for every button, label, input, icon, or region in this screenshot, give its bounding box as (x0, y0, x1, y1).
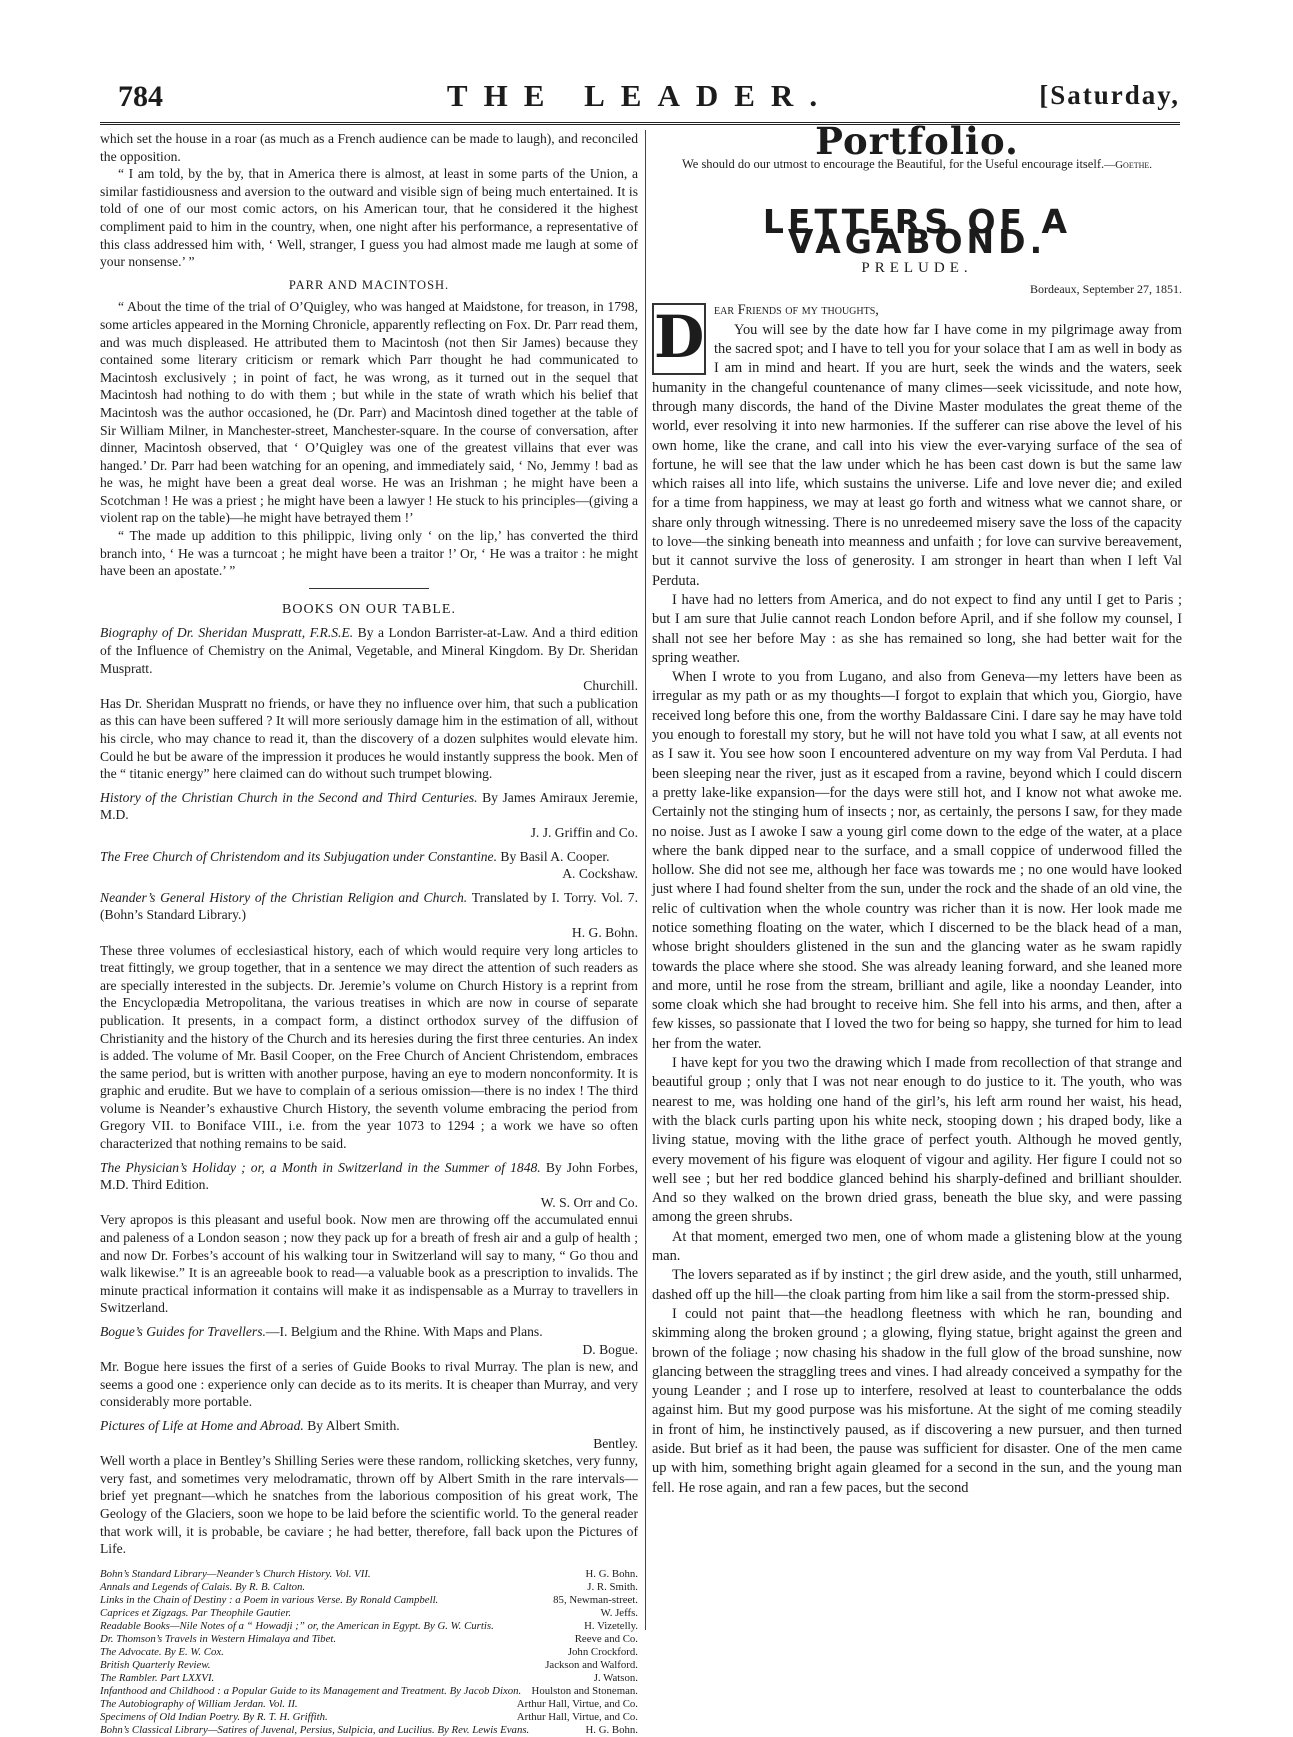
opening (652, 301, 1182, 590)
received-title: Infanthood and Childhood : a Popular Guide to its Management and Treatment. By Jacob Dixon. (100, 1684, 522, 1697)
book-title: The Physician’s Holiday ; or, a Month in Switzerland in the Summer of 1848. (100, 1159, 541, 1175)
book-title: Pictures of Life at Home and Abroad. (100, 1417, 304, 1433)
column-divider (645, 130, 646, 1630)
paragraph: “ The made up addition to this philippic, living only ‘ on the lip,’ has converted the third branch into, ‘ He was a turncoat ; he might have been a traitor !’ Or, ‘ He was a traitor : he might have been an apostate.’ ” (100, 528, 638, 579)
book-details: —I. Belgium and the Rhine. With Maps and Plans. (265, 1324, 543, 1339)
book-details: By James Amiraux Jeremie, M.D. (100, 789, 638, 823)
paragraph: “ About the time of the trial of O’Quigley, who was hanged at Maidstone, for treason, in 1798, some articles appeared in the Morning Chronicle, apparently reflecting on Fox. Dr. Parr read them, and was much displeased. He attributed them to Macintosh (not then Sir James) because they contained some literary criticism or remark which Parr thought he had communicated to Macintosh exclusively ; in point of fact, he was wrong, as it turned out in the sequel that Macintosh had nothing to do with them ; but while in the state of wrath which his belief that Macintosh was the author occasioned, he (Dr. Parr) and Macintosh dined together at the table of Sir William Milner, in Manchester-street, Manchester-square. In the course of conversation, after dinner, Macintosh observed, that ‘ O’Quigley was one of the greatest villains that ever was hanged.’ Dr. Parr had been watching for an opening, and immediately said, ‘ No, Jemmy ! bad as he was, he might have been a great deal worse. He was an Irishman ; he might have been a Scotchman ! He was a priest ; he might have been a lawyer ! He stuck to his principles—(giving a violent rap on the table)—he might have betrayed them !’ (100, 299, 638, 526)
received-publisher: J. R. Smith. (587, 1580, 638, 1593)
book-details: By a London Barrister-at-Law. And a third edition of the Influence of Chemistry on the Animal, Vegetable, and Mineral Kingdom. By Dr. Sheridan Muspratt. (100, 625, 638, 676)
received-item (100, 1685, 638, 1698)
received-item (100, 1646, 638, 1659)
received-title: Readable Books—Nile Notes of a “ Howadji ;” or, the American in Egypt. By G. W. Curtis. (100, 1619, 494, 1632)
section-heading: PARR AND MACINTOSH. (288, 277, 450, 292)
book-title: Neander’s General History of the Christian Religion and Church. (100, 889, 468, 905)
book-title: The Free Church of Christendom and its Subjugation under Constantine. (100, 848, 497, 864)
header-day: [Saturday, (1039, 80, 1180, 110)
book-publisher: H. G. Bohn. (571, 924, 638, 940)
paragraph: I have had no letters from America, and do not expect to find any until I get to Paris ; but I am sure that Julie cannot reach London before April, and if she follow my counsel, I shall not see her before May : as she has remained so long, she had better wait for the spring weather. (652, 591, 1182, 666)
received-item (100, 1711, 638, 1724)
article-subtitle: PRELUDE. (861, 259, 973, 276)
book-entry (100, 1323, 638, 1358)
left-column (100, 130, 638, 1737)
received-publisher: H. Vizetelly. (584, 1619, 638, 1632)
review-paragraph: Has Dr. Sheridan Muspratt no friends, or have they no influence over him, that such a publication as this can have been suffered ? It will more seriously damage him in the estimation of all, without his circle, who may chance to read it, than the discovery of a dozen sulphites would elevate him. Could he but be aware of the impression it produces he would instantly suppress the book. Men of the “ titanic energy” here claimed can do without such trumpet blowing. (100, 695, 638, 782)
article-title: LETTERS OF A VAGABOND. (762, 202, 1072, 261)
salutation: ear Friends of my thoughts, (714, 302, 879, 319)
received-publisher: W. Jeffs. (600, 1606, 638, 1619)
book-entry (100, 889, 638, 942)
received-publisher: Reeve and Co. (574, 1632, 638, 1645)
book-publisher: J. J. Griffin and Co. (530, 824, 638, 840)
book-publisher: D. Bogue. (582, 1341, 638, 1357)
paragraph: “ I am told, by the by, that in America there is almost, at least in some parts of the Union, a similar fastidiousness and aversion to the outward and visible sign of being much entertained. It is told of one of our most comic actors, on his American tour, that he considered it the highest compliment paid to him in the country, when, one night after his performance, a representative of this class addressed him with, ‘ Well, stranger, I guess you had almost made me laugh at some of your nonsense.’ ” (100, 166, 638, 270)
received-publisher: John Crockford. (567, 1645, 638, 1658)
book-entry (100, 1159, 638, 1212)
paragraph: I have kept for you two the drawing which I made from recollection of that strange and beautiful group ; only that I was not near enough to do justice to it. The youth, who was nearest to me, was holding one hand of the girl’s, his left arm round her waist, his head, with the black curls parting upon his white neck, stooping down ; his draped body, like a living statue, moving with the lithe grace of perfect youth. Although he moved gently, every movement of his figure was eloquent of vigour and agility. Her figure I could not so well see ; but her red boddice glanced behind his sharply-defined and brilliant shoulder. And so they walked on the brown dried grass, beneath the blue sky, and were passing among the green shrubs. (652, 1055, 1182, 1226)
right-column (652, 119, 1182, 1498)
received-publisher: J. Watson. (593, 1671, 638, 1684)
separator-rule (309, 588, 429, 589)
received-title: Dr. Thomson’s Travels in Western Himalaya and Tibet. (100, 1632, 337, 1645)
received-title: Links in the Chain of Destiny : a Poem in various Verse. By Ronald Campbell. (100, 1593, 439, 1606)
received-publisher: Jackson and Walford. (545, 1658, 638, 1671)
epigraph-author: —Goethe. (1104, 159, 1153, 172)
received-title: Caprices et Zigzags. Par Theophile Gautier. (100, 1606, 292, 1619)
drop-cap: D (652, 303, 706, 375)
received-title: Annals and Legends of Calais. By R. B. Calton. (100, 1580, 306, 1593)
received-publisher: H. G. Bohn. (585, 1723, 638, 1736)
book-title: Bogue’s Guides for Travellers. (100, 1324, 266, 1339)
received-publisher: H. G. Bohn. (585, 1567, 638, 1580)
received-item (100, 1620, 638, 1633)
received-item (100, 1724, 638, 1737)
review-paragraph: Well worth a place in Bentley’s Shilling Series were these random, rollicking sketches, very funny, very fast, and sometimes very melodramatic, thrown off by Albert Smith in the rare intervals—brief yet pregnant—which he snatches from the laborious composition of his great work, The Geology of the Glaciers, soon we hope to be laid before the scientific world. To the general reader that work will, it is probable, be caviare ; he had better, therefore, fall back upon the Pictures of Life. (100, 1453, 638, 1557)
received-item (100, 1659, 638, 1672)
received-publisher: Arthur Hall, Virtue, and Co. (516, 1710, 638, 1723)
review-paragraph: Very apropos is this pleasant and useful book. Now men are throwing off the accumulated ennui and paleness of a London season ; now they pack up for a breath of fresh air and a gulp of health ; and now Dr. Forbes’s account of his walking tour in Switzerland will say to many, “ Go thou and walk likewise.” It is an agreeable book to read—a valuable book as a prescription to invalids. The minute practical information it contains will make it as indispensable as a Murray to travellers in Switzerland. (100, 1212, 638, 1316)
paragraph: The lovers separated as if by instinct ; the girl drew aside, and the youth, still unharmed, dashed off up the hill—the cloak parting from him like a sail from the storm-pressed ship. (652, 1267, 1182, 1303)
book-entry (100, 1417, 638, 1452)
received-title: The Advocate. By E. W. Cox. (100, 1645, 224, 1658)
article-body (652, 301, 1182, 1497)
page-number: 784 (118, 80, 163, 113)
received-item (100, 1698, 638, 1711)
book-details: By John Forbes, M.D. Third Edition. (100, 1159, 638, 1193)
received-item (100, 1581, 638, 1594)
paragraph: I could not paint that—the headlong fleetness with which he ran, bounding and skimming along the broken ground ; a glowing, flying statue, bright against the green and brown of the foliage ; now chasing his shadow in the full glow of the broad sunshine, now glancing between the straggling trees and vines. I had already conceived a sympathy for the young Leander ; and I rose up to interfere, resolved at least to counterbalance the odds against him. But my good purpose was his misfortune. At the sight of me coming steadily in front of him, he instinctively paused, as if discovering a new pursuer, and then turned aside. But brief as it had been, the pause was sufficient for disaster. One of the men came up with him, something bright again gleamed for a second in the sun, and the young man fell. He rose again, and ran a few paces, but the second (652, 1305, 1182, 1496)
book-entry (100, 624, 638, 694)
book-title: History of the Christian Church in the Second and Third Centuries. (100, 789, 478, 805)
epigraph-text: We should do our utmost to encourage the Beautiful, for the Useful encourage itself. (681, 157, 1105, 172)
masthead: THE LEADER. (446, 78, 834, 113)
book-details: By Albert Smith. (307, 1417, 400, 1433)
books-received-list (100, 1568, 638, 1737)
received-publisher: Arthur Hall, Virtue, and Co. (516, 1697, 638, 1710)
section-heading: BOOKS ON OUR TABLE. (282, 601, 456, 617)
received-item (100, 1607, 638, 1620)
book-title: Biography of Dr. Sheridan Muspratt, F.R.S.E. (100, 625, 354, 641)
received-title: The Autobiography of William Jerdan. Vol. II. (100, 1697, 298, 1710)
received-title: Bohn’s Classical Library—Satires of Juvenal, Persius, Sulpicia, and Lucilius. By Rev. Lewis Evans. (100, 1723, 530, 1736)
book-publisher: W. S. Orr and Co. (540, 1194, 638, 1210)
received-publisher: Houlston and Stoneman. (531, 1684, 638, 1697)
paragraph: You will see by the date how far I have come in my pilgrimage away from the sacred spot; and I have to tell you for your solace that I am as well in body as I am in mind and heart. If you are hurt, seek the winds and the waters, seek humanity in the changeful countenance of many climes—seek vicissitude, and note how, through many discords, the hand of the Divine Master modulates the great theme of the world, ever resolving it into new harmonies. If the sufferer can rise above the level of his own home, like the crane, and call into his view the ever-varying surface of the sea of fortune, he will see that the law under which he has been cast down is but the same law which raises all into life, which sustains the universe. Life and love never die; and exiled for a time from happiness, we may at least go forth and witness what we cannot share, or share only through witnessing. There is no unredeemed misery save the loss of the capacity to love—the sinking beneath into meanness and unfaith ; for love can survive bereavement, but it cannot survive the loss of generosity. I am stronger in heart than when I left Val Perduta. (652, 321, 1182, 589)
epigraph (652, 157, 1182, 172)
review-paragraph: Mr. Bogue here issues the first of a series of Guide Books to rival Murray. The plan is new, and seems a good one : experience only can decide as to its merits. It is cheaper than Murray, and very considerably more portable. (100, 1359, 638, 1410)
received-item (100, 1568, 638, 1581)
received-item (100, 1594, 638, 1607)
book-publisher: A. Cockshaw. (562, 866, 638, 882)
received-item (100, 1633, 638, 1646)
dateline: Bordeaux, September 27, 1851. (1030, 282, 1182, 297)
received-item (100, 1672, 638, 1685)
received-title: British Quarterly Review. (100, 1658, 211, 1671)
book-details: By Basil A. Cooper. (500, 848, 610, 864)
book-publisher: Churchill. (583, 678, 638, 694)
book-details: Translated by I. Torry. Vol. 7. (Bohn’s Standard Library.) (100, 889, 638, 923)
paragraph: At that moment, emerged two men, one of whom made a glistening blow at the young man. (652, 1228, 1182, 1265)
received-publisher: 85, Newman-street. (553, 1593, 638, 1606)
paragraph: When I wrote to you from Lugano, and also from Geneva—my letters have been as irregular as my path or as my thoughts—I forgot to explain that which you, Giorgio, have received long before this one, from the worthy Baldassare Cini. I dare say he may have told you enough to forestall my story, but he will not have told you what I saw, at all events not as I saw it. You see how soon I encountered adventure on my way from Val Perduta. I had been sleeping near the river, just as it escaped from a ravine, beyond which I could discern a pretty lake-like expansion—for the days were still hot, and I know not what awoke me. Certainly not the stinging hum of insects ; nor, as certainly, the persons I saw, for they made no noise. Just as I awoke I saw a young girl come down to the edge of the water, at a place where the bank dipped near to the surface, and a small coppice of underwood filled the hollow. She did not see me, although her face was towards me ; no one would have looked just where I had found shelter from the sun, under the rock and the shade of an old vine, the relic of cultivation when the whole country was richer than it is now. Her look made me notice something floating on the water, which I discerned to be the black head of a man, whose bright shoulders glistened in the sun and the glancing water as he swam rapidly towards the place where she stood. She was already leaning forward, and she leaned more and more, until he rose from the stream, brilliant and agile, like a noonday Leander, into some cloak which she had brought to receive him. She fell into his arms, and then, after a few kisses, so passionate that I loved the two for being so happy, she turned for him to lead her from the water. (652, 669, 1182, 1052)
book-entry (100, 789, 638, 842)
paragraph: which set the house in a roar (as much as a French audience can be made to laugh), and reconciled the opposition. (100, 131, 638, 164)
received-title: The Rambler. Part LXXVI. (100, 1671, 215, 1684)
received-title: Specimens of Old Indian Poetry. By R. T. H. Griffith. (100, 1710, 328, 1723)
book-publisher: Bentley. (593, 1435, 638, 1451)
section-title-portfolio: Portfolio. (815, 119, 1019, 163)
page-header (100, 78, 1180, 118)
book-entry (100, 848, 638, 883)
received-title: Bohn’s Standard Library—Neander’s Church History. Vol. VII. (100, 1567, 371, 1580)
review-paragraph: These three volumes of ecclesiastical history, each of which would require very long articles to treat fittingly, we group together, that in a sentence we may direct the attention of such readers as are specially interested in the subjects. Dr. Jeremie’s volume on Church History is a reprint from the Encyclopædia Metropolitana, the various treatises in which are now in course of separate publication. It presents, in a compact form, a distinct orthodox survey of the diffusion of Christianity and the history of the Church and its heresies during the first three centuries. An index is added. The volume of Mr. Basil Cooper, on the Free Church of Ancient Christendom, embraces the same period, but is written with another purpose, having an eye to modern nonconformity. It is graphic and erudite. But we have to complain of a serious omission—there is no index ! The third volume is Neander’s exhaustive Church History, the seventh volume embracing the period from Gregory VII. to Boniface VIII., i.e. from the year 1073 to 1294 ; a work we have so often characterized that nothing remains to be said. (100, 942, 638, 1152)
